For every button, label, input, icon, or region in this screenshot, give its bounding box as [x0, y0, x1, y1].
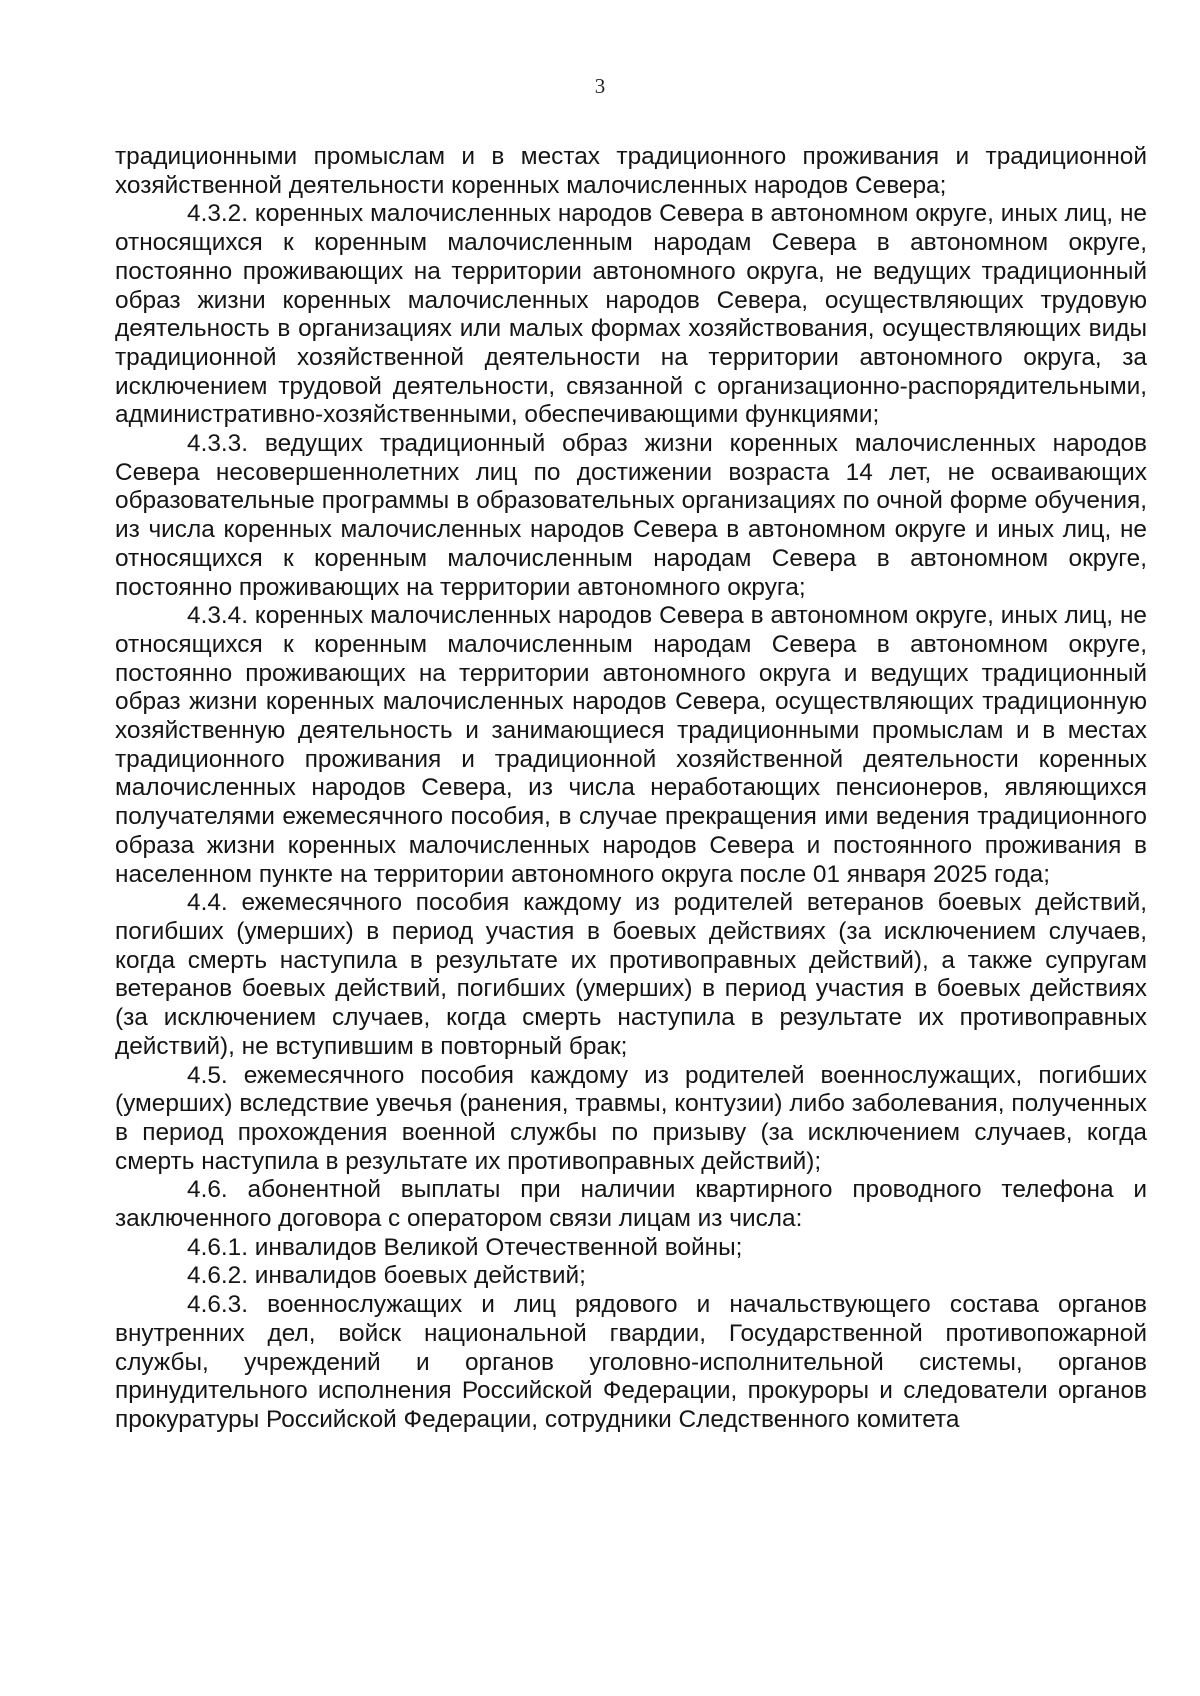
paragraph-4-5: 4.5. ежемесячного пособия каждому из родителей военнослужащих, погибших (умерших) вследствие увечья (ранения, травмы, контузии) либо заболевания, полученных в период прохождения военной службы по призыву (за исключением случаев, когда смерть наступила в результате их противоправных действий);: [115, 1061, 1147, 1175]
paragraph-4-6-3: 4.6.3. военнослужащих и лиц рядового и начальствующего состава органов внутренних дел, войск национальной гвардии, Государственной противопожарной службы, учреждений и органов уголовно-исполнительной системы, органов принудительного исполнения Российской Федерации, прокуроры и следователи органов прокуратуры Российской Федерации, сотрудники Следственного комитета: [115, 1291, 1147, 1433]
paragraph-4-4: 4.4. ежемесячного пособия каждому из родителей ветеранов боевых действий, погибших (умерших) в период участия в боевых действиях (за исключением случаев, когда смерть наступила в результате их противоправных действий), а также супругам ветеранов боевых действий, погибших (умерших) в период участия в боевых действиях (за исключением случаев, когда смерть наступила в результате их противоправных действий), не вступившим в повторный брак;: [115, 889, 1147, 1060]
paragraph-continuation: традиционными промыслам и в местах традиционного проживания и традиционной хозяйственной деятельности коренных малочисленных народов Севера;: [115, 143, 1147, 199]
paragraph-4-3-2: 4.3.2. коренных малочисленных народов Севера в автономном округе, иных лиц, не относящихся к коренным малочисленным народам Севера в автономном округе, постоянно проживающих на территории автономного округа, не ведущих традиционный образ жизни коренных малочисленных народов Севера, осуществляющих трудовую деятельность в организациях или малых формах хозяйствования, осуществляющих виды традиционной хозяйственной деятельности на территории автономного округа, за исключением трудовой деятельности, связанной с организационно-распорядительными, административно-хозяйственными, обеспечивающими функциями;: [115, 200, 1147, 429]
paragraph-4-3-4: 4.3.4. коренных малочисленных народов Севера в автономном округе, иных лиц, не относящихся к коренным малочисленным народам Севера в автономном округе, постоянно проживающих на территории автономного округа и ведущих традиционный образ жизни коренных малочисленных народов Севера, осуществляющих традиционную хозяйственную деятельность и занимающиеся традиционными промыслам и в местах традиционного проживания и традиционной хозяйственной деятельности коренных малочисленных народов Севера, из числа неработающих пенсионеров, являющихся получателями ежемесячного пособия, в случае прекращения ими ведения традиционного образа жизни коренных малочисленных народов Севера и постоянного проживания в населенном пункте на территории автономного округа после 01 января 2025 года;: [115, 602, 1147, 888]
paragraph-4-6-2: 4.6.2. инвалидов боевых действий;: [187, 1262, 586, 1290]
paragraph-4-3-3: 4.3.3. ведущих традиционный образ жизни коренных малочисленных народов Севера несовершеннолетних лиц по достижении возраста 14 лет, не осваивающих образовательные программы в образовательных организациях по очной форме обучения, из числа коренных малочисленных народов Севера в автономном округе и иных лиц, не относящихся к коренным малочисленным народам Севера в автономном округе, постоянно проживающих на территории автономного округа;: [115, 430, 1147, 601]
page-number: 3: [594, 74, 606, 98]
paragraph-4-6-1: 4.6.1. инвалидов Великой Отечественной войны;: [187, 1233, 743, 1261]
document-body: [115, 143, 1147, 1435]
paragraph-4-6: 4.6. абонентной выплаты при наличии квартирного проводного телефона и заключенного договора с оператором связи лицам из числа:: [115, 1176, 1147, 1233]
